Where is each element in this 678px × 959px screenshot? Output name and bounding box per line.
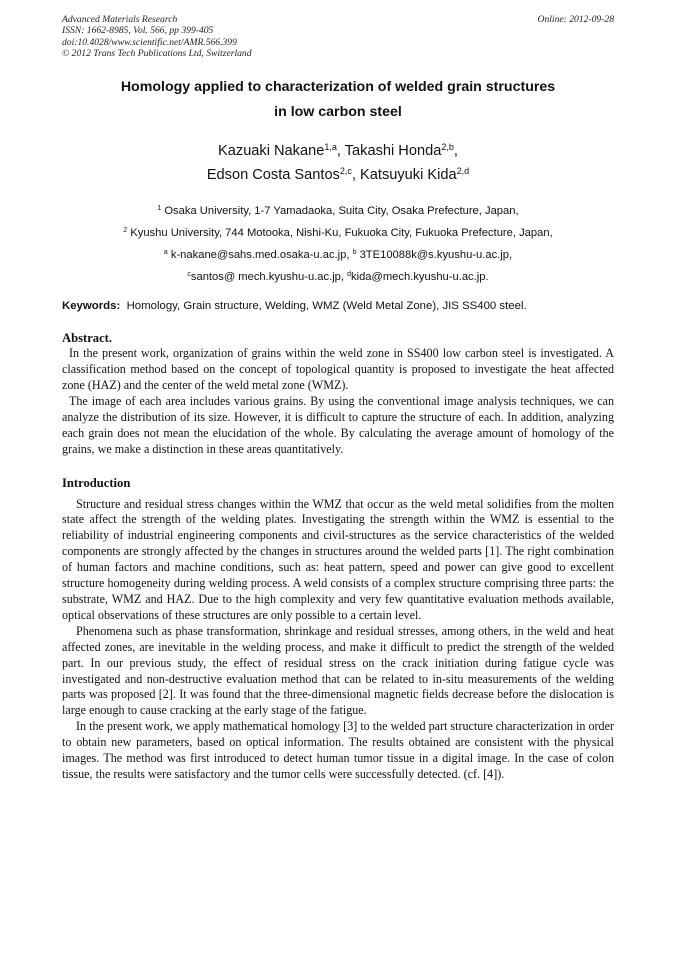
abstract-paragraph: In the present work, organization of grains within the weld zone in SS400 low carbon steel is investigated. A classification method based on the concept of topological quantity is proposed to investigate the heat affected zone (HAZ) and the center of the weld metal zone (WMZ). (62, 346, 614, 392)
email-mark: b (352, 249, 357, 257)
title-line-2: in low carbon steel (274, 104, 402, 121)
paper-title (62, 75, 614, 125)
email-address: 3TE10088k@s.kyushu-u.ac.jp, (359, 249, 513, 262)
paper-page (62, 14, 614, 783)
introduction-paragraph: In the present work, we apply mathematical homology [3] to the welded part structure characterization in order to obtain new parameters, based on optical information. The results obtained are consistent with the physical images. The method was first introduced to detect human tumor tissue in a digital image. In the case of colon tissue, the results were satisfactory and the tumor cells were successfully detected. (cf. [4]). (62, 719, 614, 781)
email-address: kida@mech.kyushu-u.ac.jp. (350, 271, 489, 284)
affiliation-mark: 1 (157, 205, 162, 213)
author-affil-mark: 2,c (339, 166, 352, 177)
affiliation-text: Kyushu University, 744 Motooka, Nishi-Ku, Fukuoka City, Fukuoka Prefecture, Japan, (130, 227, 553, 240)
email-address: santos@ mech.kyushu-u.ac.jp, (190, 271, 345, 284)
abstract-paragraph: The image of each area includes various grains. By using the conventional image analysis techniques, we can analyze the distribution of its size. However, it is difficult to capture the structure of each. In addition, analyzing each grain does not mean the elucidation of the whole. By calculating the average amount of homology of the grains, we make a distinction in these areas quantitatively. (62, 393, 614, 456)
affiliation-1 (62, 200, 614, 222)
email-address: k-nakane@sahs.med.osaka-u.ac.jp, (170, 249, 350, 262)
author-name: Katsuyuki Kida (360, 167, 457, 184)
keywords-text: Homology, Grain structure, Welding, WMZ (Weld Metal Zone), JIS SS400 steel. (126, 300, 527, 313)
author-line-1: Kazuaki Nakane$^{1,a}$, Takashi Honda$^{2,b}$, (218, 142, 458, 160)
introduction-paragraph: Phenomena such as phase transformation, shrinkage and residual stresses, among others, in the weld and heat affected zones, are inevitable in the welding process, and make it difficult to predict the strength of the welded part. In our previous study, the effect of residual stress on the crack initiation during fatigue cycle was investigated and non-destructive evaluation method that can be related to in-situ measurements of the welding parts was proposed [2]. It was found that the three-dimensional magnetic fields decrease before the dislocation is large enough to cause cracking at the early stage of the fatigue. (62, 623, 614, 718)
email-mark: c (187, 271, 191, 279)
introduction-paragraph: Structure and residual stress changes within the WMZ that occur as the weld metal solidifies from the molten state affect the strength of the welding plates. Investigating the strength within the WMZ is essential to the reliability of industrial engineering components and civil-structures as the service characteristics of the welded components are strongly affected by the changes in structures around the welded parts [1]. The right combination of human factors and machine conditions, such as: heat pattern, speed and power can give good to excellent structure homogeneity during welding process. A weld consists of a complex structure comprising three parts: the substrate, WMZ and HAZ. Due to the high complexity and very few quantitative evaluation methods available, optical observations of these structures are only possible to a certain level. (62, 496, 614, 622)
affiliation-mark: 2 (123, 227, 128, 235)
affiliations (62, 200, 614, 288)
author-name: Kazuaki Nakane (218, 143, 325, 160)
affiliation-2 (62, 222, 614, 244)
journal-name: Advanced Materials Research (62, 14, 178, 25)
affiliation-text: Osaka University, 1-7 Yamadaoka, Suita City, Osaka Prefecture, Japan, (164, 205, 519, 218)
keywords-label: Keywords: (62, 300, 121, 313)
author-affil-mark: 2,d (456, 166, 470, 177)
keywords (62, 299, 614, 313)
email-mark: a (163, 249, 168, 257)
author-affil-mark: 1,a (324, 142, 337, 153)
email-line-2 (62, 266, 614, 288)
email-line-1 (62, 244, 614, 266)
abstract-heading: Abstract. (62, 331, 113, 346)
email-mark: d (347, 271, 351, 279)
author-name: Takashi Honda (344, 143, 442, 160)
online-date: Online: 2012-09-28 (537, 14, 614, 25)
copyright-line: © 2012 Trans Tech Publications Ltd, Switzerland (62, 47, 252, 59)
issn-line: ISSN: 1662-8985, Vol. 566, pp 399-405 (62, 25, 214, 37)
title-line-1: Homology applied to characterization of welded grain structures (120, 79, 556, 96)
author-line-2: Edson Costa Santos$^{2,c}$, Katsuyuki Kida$^{2,d}$ (206, 166, 470, 184)
journal-header (62, 14, 614, 59)
author-affil-mark: 2,b (441, 142, 454, 153)
doi-line: doi:10.4028/www.scientific.net/AMR.566.399 (62, 36, 237, 48)
author-name: Edson Costa Santos (206, 167, 340, 184)
introduction-heading: Introduction (62, 475, 131, 490)
author-list (62, 139, 614, 187)
